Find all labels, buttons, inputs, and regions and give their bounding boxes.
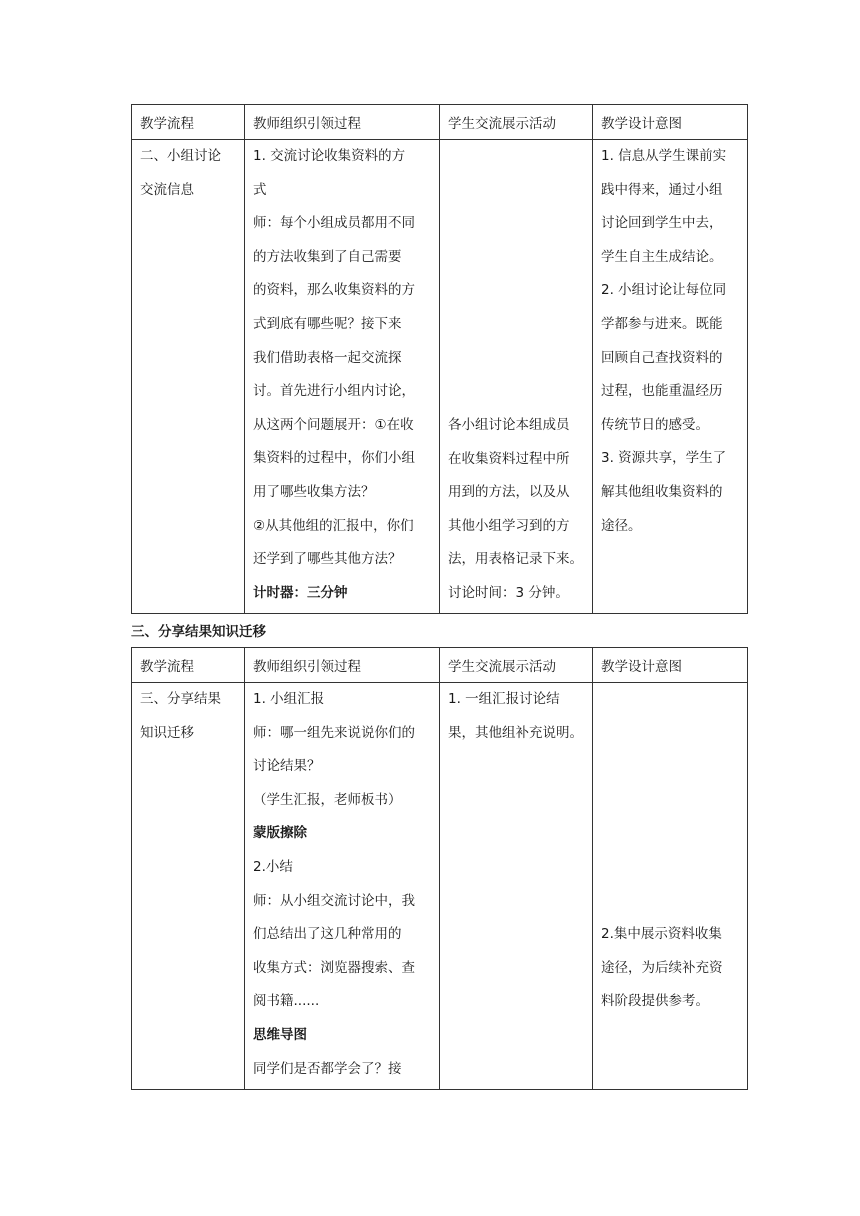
flow-lines (140, 683, 236, 750)
text-line: 集资料的过程中，你们小组 (253, 450, 415, 467)
text-line: 收集方式：浏览器搜索、查 (253, 959, 415, 976)
text-line: 的资料，那么收集资料的方 (253, 282, 415, 299)
text-line: 1. 信息从学生课前实 (601, 148, 727, 164)
text-line: 蒙版擦除 (253, 825, 307, 842)
text-line: 讨论结果？ (253, 758, 321, 775)
text-line: 还学到了哪些其他方法？ (253, 551, 402, 568)
header-cell: 教学设计意图 (593, 648, 748, 683)
text-line: 2. 小组讨论让每位同 (601, 282, 727, 299)
text-line: 用到的方法，以及从 (448, 484, 570, 501)
text-line: 式到底有哪些呢？接下来 (253, 315, 402, 332)
intent-lines (601, 140, 739, 543)
design-intent-cell (593, 140, 748, 614)
text-line: 式 (253, 181, 267, 198)
text-line: 3. 资源共享，学生了 (601, 450, 727, 467)
text-line: 学生自主生成结论。 (601, 248, 723, 265)
student-activity-cell (440, 683, 593, 1090)
text-line: 其他小组学习到的方 (448, 517, 570, 534)
table-row (132, 140, 748, 614)
text-line: 师：从小组交流讨论中，我 (253, 892, 415, 909)
section-heading: 三、分享结果知识迁移 (131, 624, 266, 640)
flow-lines (140, 140, 236, 207)
text-line: 传统节日的感受。 (601, 416, 709, 433)
text-line: 各小组讨论本组成员 (448, 417, 570, 433)
table-header-row (132, 105, 748, 140)
text-line: 交流信息 (140, 181, 194, 198)
student-lines (448, 683, 584, 750)
text-line: 过程，也能重温经历 (601, 383, 723, 400)
intent-lines (601, 918, 739, 1019)
text-line: ②从其他组的汇报中，你们 (253, 517, 414, 534)
flow-cell (132, 140, 245, 614)
header-cell: 学生交流展示活动 (440, 648, 593, 683)
text-line: 阅书籍...... (253, 993, 320, 1010)
text-line: 2.小结 (253, 858, 293, 875)
text-line: 同学们是否都学会了？接 (253, 1060, 402, 1077)
header-cell: 教学流程 (132, 648, 245, 683)
text-line: 计时器：三分钟 (253, 584, 348, 601)
text-line: 回顾自己查找资料的 (601, 349, 723, 366)
teacher-process-cell (245, 140, 440, 614)
teacher-lines (253, 140, 431, 610)
text-line: 途径。 (601, 517, 642, 534)
text-line: 解其他组收集资料的 (601, 483, 723, 500)
text-line: 讨论时间：3 分钟。 (448, 584, 569, 601)
text-line: 师：每个小组成员都用不同 (253, 215, 415, 232)
lesson-table-1 (131, 104, 748, 614)
text-line: 1. 小组汇报 (253, 691, 325, 707)
text-line: 1. 交流讨论收集资料的方 (253, 148, 406, 164)
text-line: 从这两个问题展开：①在收 (253, 416, 414, 433)
student-lines (448, 409, 584, 611)
teacher-lines (253, 683, 431, 1086)
flow-cell (132, 683, 245, 1090)
header-cell: 教师组织引领过程 (245, 648, 440, 683)
header-cell: 教师组织引领过程 (245, 105, 440, 140)
header-cell: 教学流程 (132, 105, 245, 140)
text-line: 料阶段提供参考。 (601, 993, 709, 1010)
text-line: 的方法收集到了自己需要 (253, 248, 402, 265)
header-cell: 学生交流展示活动 (440, 105, 593, 140)
text-line: （学生汇报，老师板书） (253, 791, 402, 808)
text-line: 讨。首先进行小组内讨论， (253, 383, 415, 400)
table-header-row (132, 648, 748, 683)
text-line: 思维导图 (253, 1026, 307, 1043)
teacher-process-cell (245, 683, 440, 1090)
text-line: 途径，为后续补充资 (601, 959, 723, 976)
text-line: 二、小组讨论 (140, 148, 221, 164)
text-line: 在收集资料过程中所 (448, 450, 570, 467)
text-line: 我们借助表格一起交流探 (253, 349, 402, 366)
text-line: 践中得来，通过小组 (601, 181, 723, 198)
text-line: 用了哪些收集方法？ (253, 483, 375, 500)
lesson-table-2 (131, 647, 748, 1090)
design-intent-cell (593, 683, 748, 1090)
text-line: 果，其他组补充说明。 (448, 724, 583, 741)
text-line: 三、分享结果 (140, 691, 221, 707)
text-line: 知识迁移 (140, 724, 194, 741)
text-line: 2.集中展示资料收集 (601, 926, 722, 942)
text-line: 们总结出了这几种常用的 (253, 926, 402, 943)
table-row (132, 683, 748, 1090)
text-line: 学都参与进来。既能 (601, 315, 723, 332)
student-activity-cell (440, 140, 593, 614)
text-line: 讨论回到学生中去， (601, 215, 723, 232)
text-line: 法，用表格记录下来。 (448, 551, 583, 568)
text-line: 1. 一组汇报讨论结 (448, 691, 560, 707)
header-cell: 教学设计意图 (593, 105, 748, 140)
text-line: 师：哪一组先来说说你们的 (253, 724, 415, 741)
